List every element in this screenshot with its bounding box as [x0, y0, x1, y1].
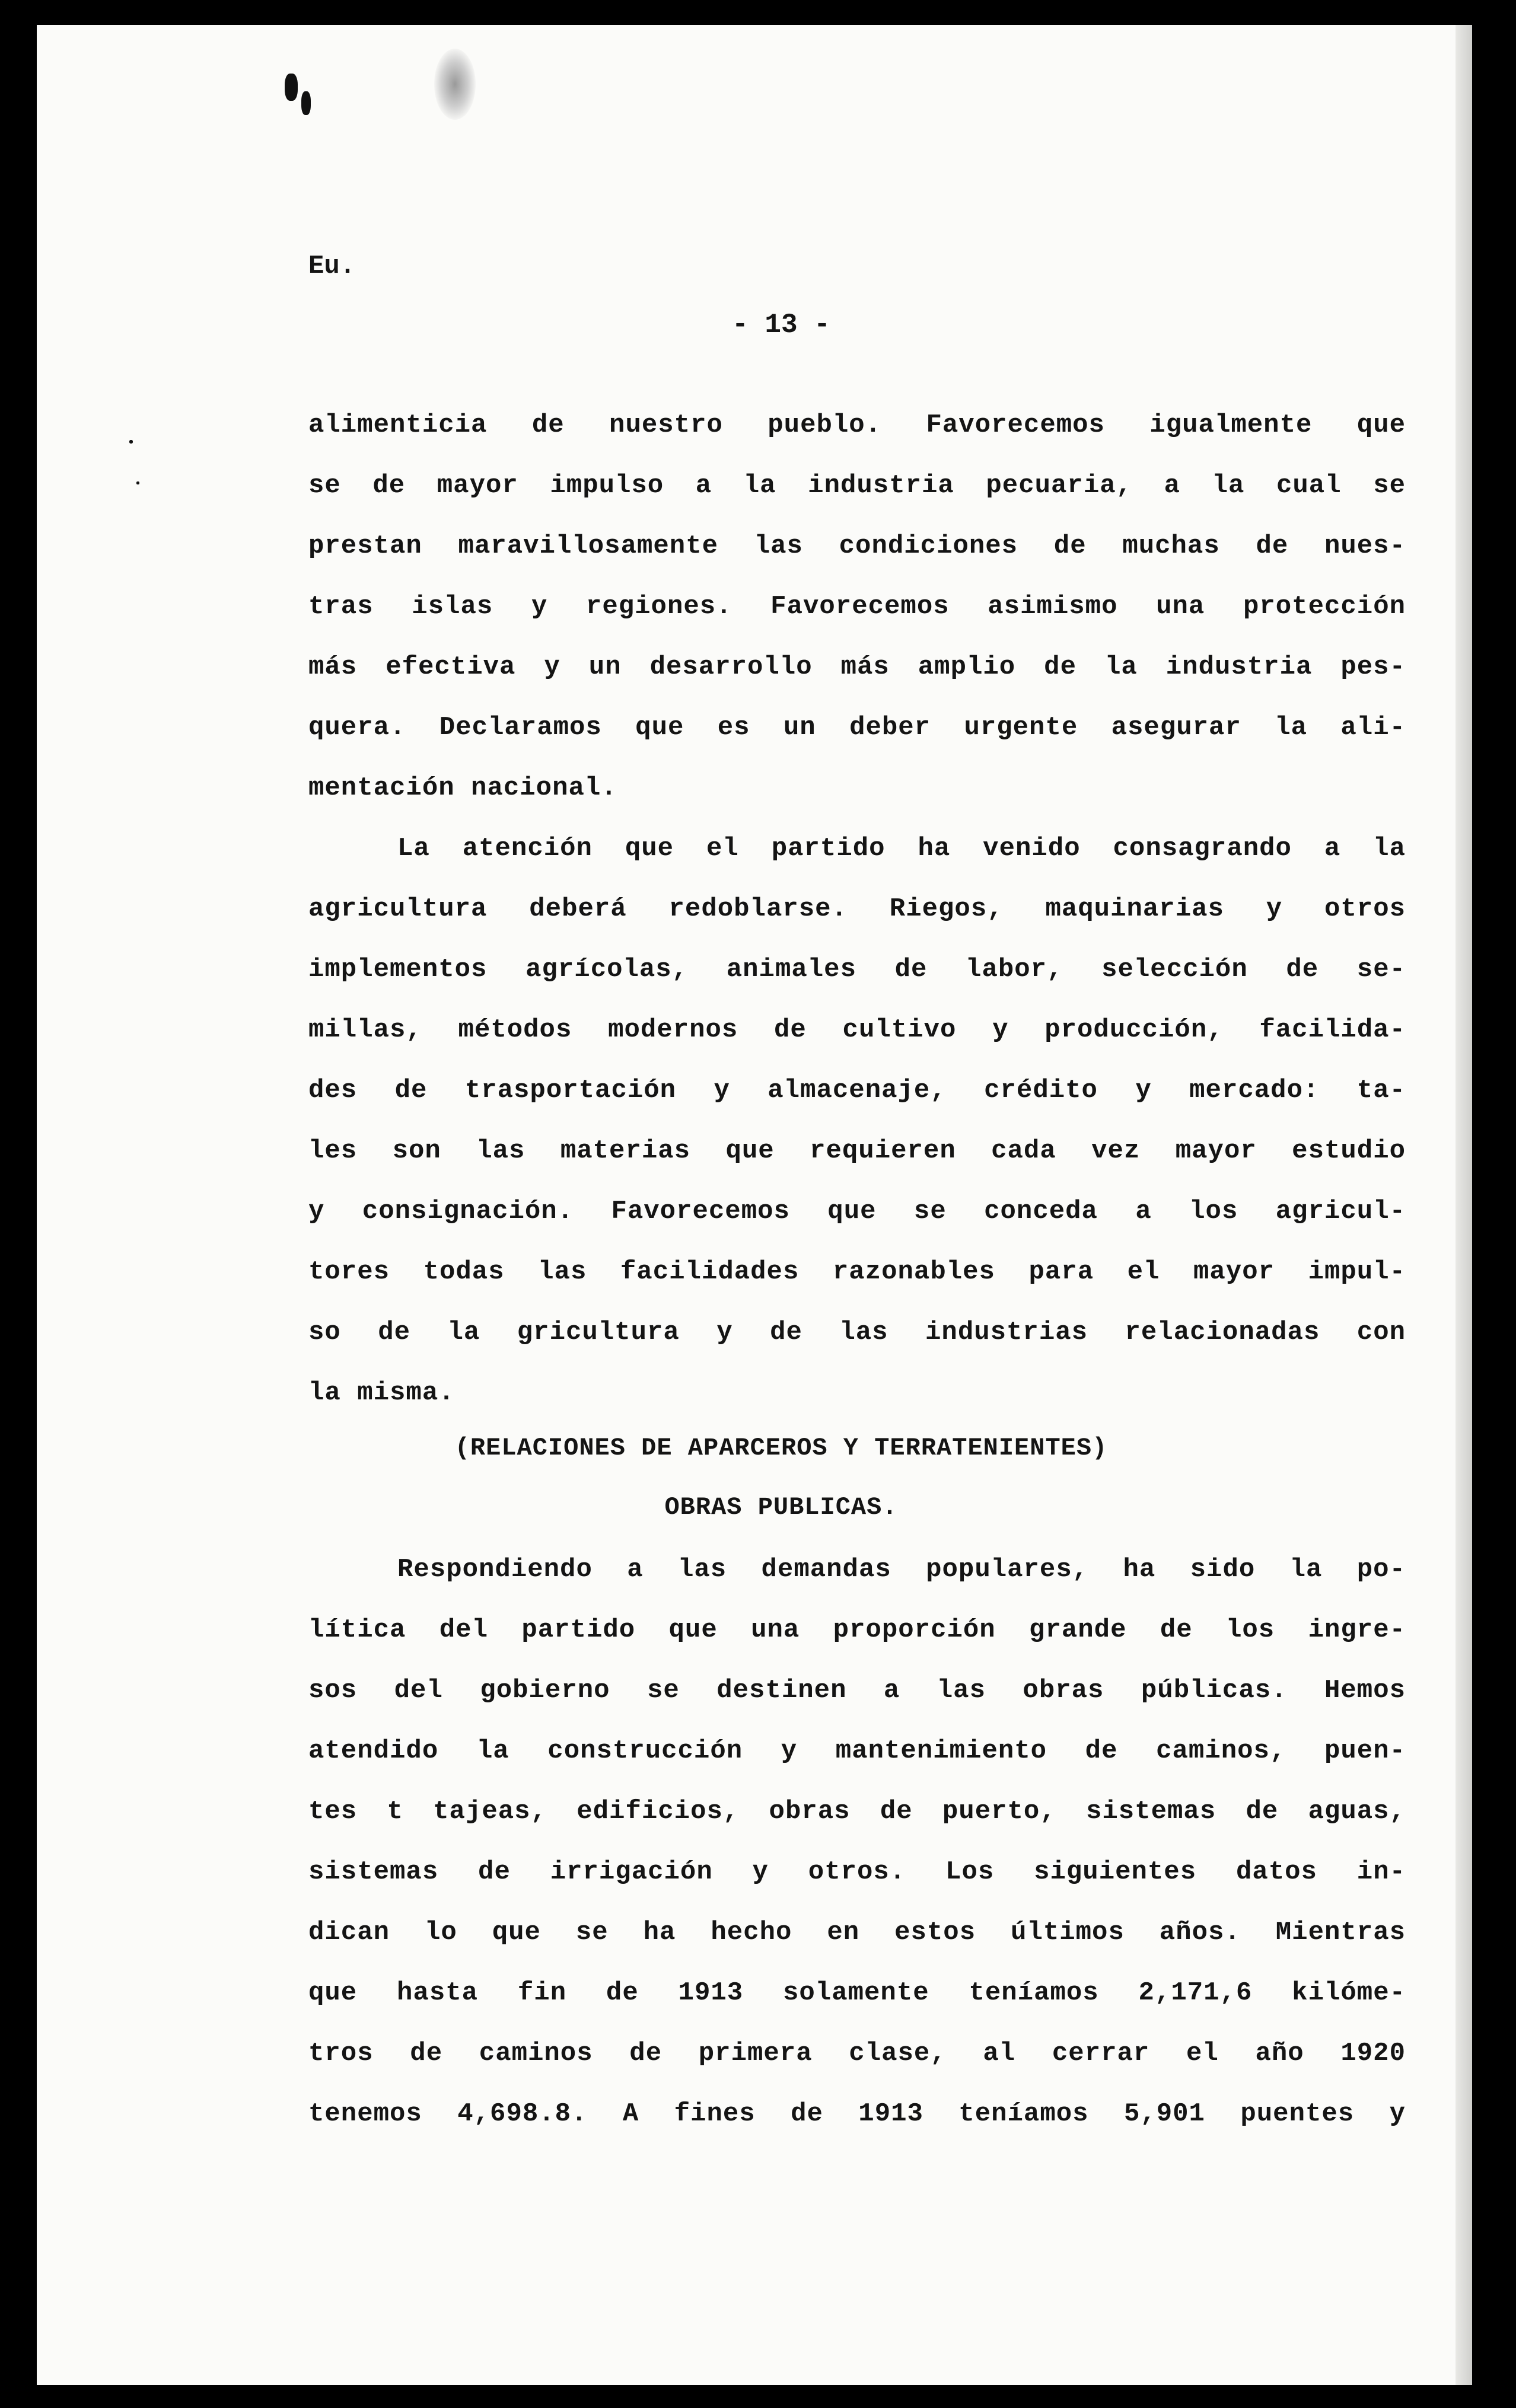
section-subheading: (RELACIONES DE APARCEROS Y TERRATENIENTES) — [454, 1434, 1108, 1462]
text-line: que hasta fin de 1913 solamente teníamos 2,171,6 kilóme- — [308, 1978, 1406, 2008]
document-page — [37, 25, 1472, 2385]
text-line: implementos agrícolas, animales de labor, selección de se- — [308, 955, 1406, 984]
text-line: tenemos 4,698.8. A fines de 1913 teníamos 5,901 puentes y — [308, 2099, 1406, 2129]
text-line: des de trasportación y almacenaje, crédito y mercado: ta- — [308, 1076, 1406, 1105]
text-line: millas, métodos modernos de cultivo y producción, facilida- — [308, 1015, 1406, 1045]
text-line: tes t tajeas, edificios, obras de puerto, sistemas de aguas, — [308, 1797, 1406, 1826]
ink-speck — [129, 440, 133, 444]
text-line: alimenticia de nuestro pueblo. Favorecemos igualmente que — [308, 410, 1406, 440]
text-line: tros de caminos de primera clase, al cerrar el año 1920 — [308, 2039, 1406, 2068]
text-line: más efectiva y un desarrollo más amplio de la industria pes- — [308, 652, 1406, 682]
text-line: les son las materias que requieren cada vez mayor estudio — [308, 1136, 1406, 1166]
text-line: La atención que el partido ha venido consagrando a la — [397, 834, 1406, 863]
document-reference: Eu. — [308, 251, 356, 281]
text-line: dican lo que se ha hecho en estos últimos años. Mientras — [308, 1918, 1406, 1947]
text-line: lítica del partido que una proporción grande de los ingre- — [308, 1615, 1406, 1645]
text-line: agricultura deberá redoblarse. Riegos, maquinarias y otros — [308, 894, 1406, 924]
page-number: - 13 - — [732, 310, 830, 340]
text-line: Respondiendo a las demandas populares, ha sido la po- — [397, 1555, 1406, 1584]
ink-mark — [301, 91, 311, 115]
text-line: se de mayor impulso a la industria pecuaria, a la cual se — [308, 471, 1406, 500]
ink-smudge — [434, 49, 476, 120]
text-line: tras islas y regiones. Favorecemos asimismo una protección — [308, 592, 1406, 621]
text-line: so de la gricultura y de las industrias relacionadas con — [308, 1318, 1406, 1347]
text-line: mentación nacional. — [308, 773, 617, 803]
text-line: atendido la construcción y mantenimiento de caminos, puen- — [308, 1736, 1406, 1766]
text-line: prestan maravillosamente las condiciones de muchas de nues- — [308, 531, 1406, 561]
section-heading: OBRAS PUBLICAS. — [664, 1493, 898, 1522]
ink-speck — [136, 481, 139, 484]
ink-mark — [285, 74, 298, 101]
text-line: y consignación. Favorecemos que se conceda a los agricul- — [308, 1197, 1406, 1226]
text-line: sistemas de irrigación y otros. Los siguientes datos in- — [308, 1857, 1406, 1887]
text-line: tores todas las facilidades razonables para el mayor impul- — [308, 1257, 1406, 1287]
text-line: sos del gobierno se destinen a las obras públicas. Hemos — [308, 1676, 1406, 1705]
text-line: quera. Declaramos que es un deber urgente asegurar la ali- — [308, 713, 1406, 742]
text-line: la misma. — [308, 1378, 455, 1408]
